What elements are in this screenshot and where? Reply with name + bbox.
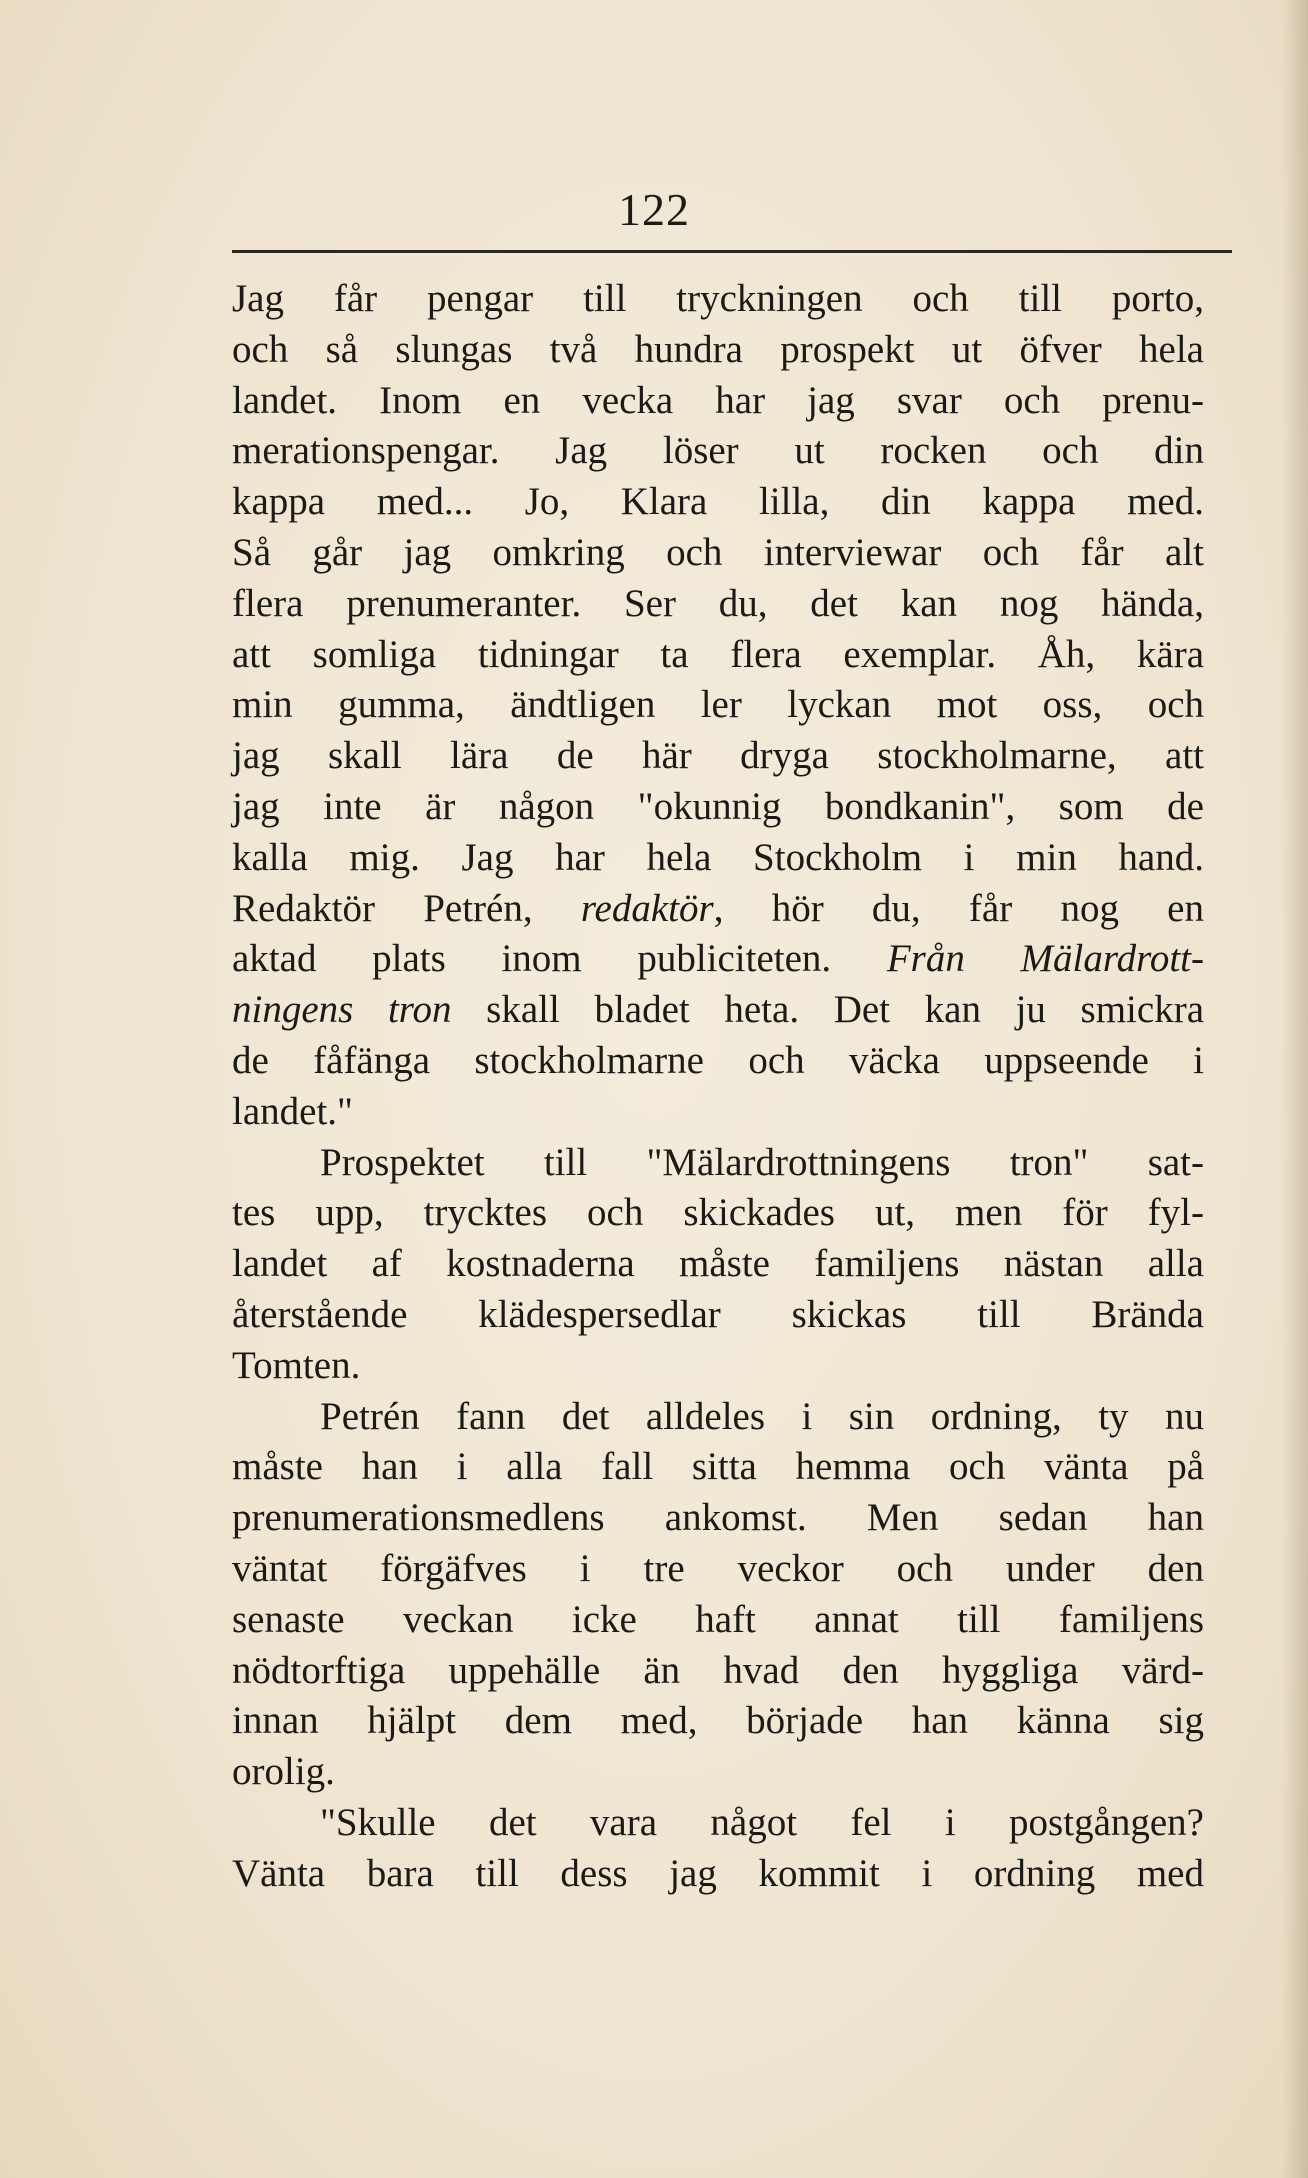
text-segment: återstående klädespersedlar skickas till Brända — [232, 1292, 1204, 1336]
text-line — [232, 731, 1204, 782]
text-segment: de fåfänga stockholmarne och väcka uppseende i — [232, 1038, 1204, 1082]
text-line — [232, 477, 1204, 528]
text-line — [232, 1138, 1204, 1189]
text-line — [232, 630, 1204, 681]
text-segment: nödtorftiga uppehälle än hvad den hyggliga värd- — [232, 1648, 1204, 1692]
text-segment: flera prenumeranter. Ser du, det kan nog hända, — [232, 581, 1204, 625]
text-line — [232, 1798, 1204, 1849]
text-line — [232, 1392, 1204, 1443]
italic-text: redaktör — [580, 886, 714, 930]
text-line — [232, 1747, 1204, 1798]
text-line — [232, 1087, 1204, 1138]
text-line — [232, 985, 1204, 1036]
text-line — [232, 1849, 1204, 1900]
text-line — [232, 426, 1204, 477]
text-line — [232, 782, 1204, 833]
text-segment: att somliga tidningar ta flera exemplar. Åh, kära — [232, 632, 1204, 676]
text-line — [232, 934, 1204, 985]
text-segment: Tomten. — [232, 1343, 361, 1387]
text-line — [232, 1341, 1204, 1392]
text-segment: landet af kostnaderna måste familjens nästan alla — [232, 1242, 1204, 1286]
page-number: 122 — [618, 184, 690, 235]
text-segment: innan hjälpt dem med, började han känna sig — [232, 1699, 1204, 1743]
text-line — [232, 833, 1204, 884]
italic-text: Från Mälardrott- — [886, 937, 1204, 981]
body-text — [232, 274, 1204, 1900]
text-segment: jag inte är någon "okunnig bondkanin", som de — [232, 784, 1204, 828]
text-segment: Vänta bara till dess jag kommit i ordning med — [232, 1851, 1204, 1895]
text-segment: Redaktör Petrén, — [232, 886, 581, 930]
text-line — [232, 1442, 1204, 1493]
text-segment: aktad plats inom publiciteten. — [232, 937, 887, 981]
text-segment: jag skall lära de här dryga stockholmarne, att — [232, 734, 1204, 778]
italic-text: ningens tron — [232, 988, 452, 1032]
text-segment: prenumerationsmedlens ankomst. Men sedan han — [232, 1496, 1204, 1540]
text-line — [232, 325, 1204, 376]
text-line — [232, 274, 1204, 325]
text-segment: merationspengar. Jag löser ut rocken och din — [232, 429, 1204, 473]
text-segment: och så slungas två hundra prospekt ut öfver hela — [232, 327, 1204, 371]
text-segment: kalla mig. Jag har hela Stockholm i min hand. — [232, 835, 1204, 879]
text-segment: orolig. — [232, 1750, 335, 1794]
text-line — [232, 376, 1204, 427]
text-line — [232, 579, 1204, 630]
text-segment: Jag får pengar till tryckningen och till porto, — [232, 277, 1204, 320]
text-segment: senaste veckan icke haft annat till familjens — [232, 1597, 1204, 1641]
text-line — [232, 1188, 1204, 1239]
text-line — [232, 1290, 1204, 1341]
text-segment: landet." — [232, 1089, 353, 1133]
text-segment: Petrén fann det alldeles i sin ordning, ty nu — [320, 1394, 1204, 1438]
text-segment: väntat förgäfves i tre veckor och under den — [232, 1546, 1204, 1590]
text-line — [232, 1036, 1204, 1087]
text-segment: min gumma, ändtligen ler lyckan mot oss, och — [232, 683, 1204, 727]
text-segment: landet. Inom en vecka har jag svar och prenu- — [232, 378, 1204, 422]
text-line — [232, 1696, 1204, 1747]
text-segment: , hör du, får nog en — [713, 886, 1204, 930]
text-segment: skall bladet heta. Det kan ju smickra — [451, 988, 1204, 1032]
text-line — [232, 1493, 1204, 1544]
text-line — [232, 1595, 1204, 1646]
text-segment: tes upp, trycktes och skickades ut, men för fyl- — [232, 1191, 1204, 1235]
text-line — [232, 1646, 1204, 1697]
text-line — [232, 884, 1204, 935]
text-line — [232, 528, 1204, 579]
text-line — [232, 680, 1204, 731]
text-segment: Så går jag omkring och interviewar och får alt — [232, 530, 1204, 574]
page-edge-shadow — [1282, 0, 1308, 2178]
text-line — [232, 1544, 1204, 1595]
header-rule — [232, 250, 1232, 253]
text-segment: måste han i alla fall sitta hemma och vänta på — [232, 1445, 1204, 1489]
text-segment: kappa med... Jo, Klara lilla, din kappa med. — [232, 480, 1204, 524]
text-segment: Prospektet till "Mälardrottningens tron" sat- — [320, 1140, 1204, 1184]
text-line — [232, 1239, 1204, 1290]
text-segment: "Skulle det vara något fel i postgången? — [320, 1800, 1204, 1844]
